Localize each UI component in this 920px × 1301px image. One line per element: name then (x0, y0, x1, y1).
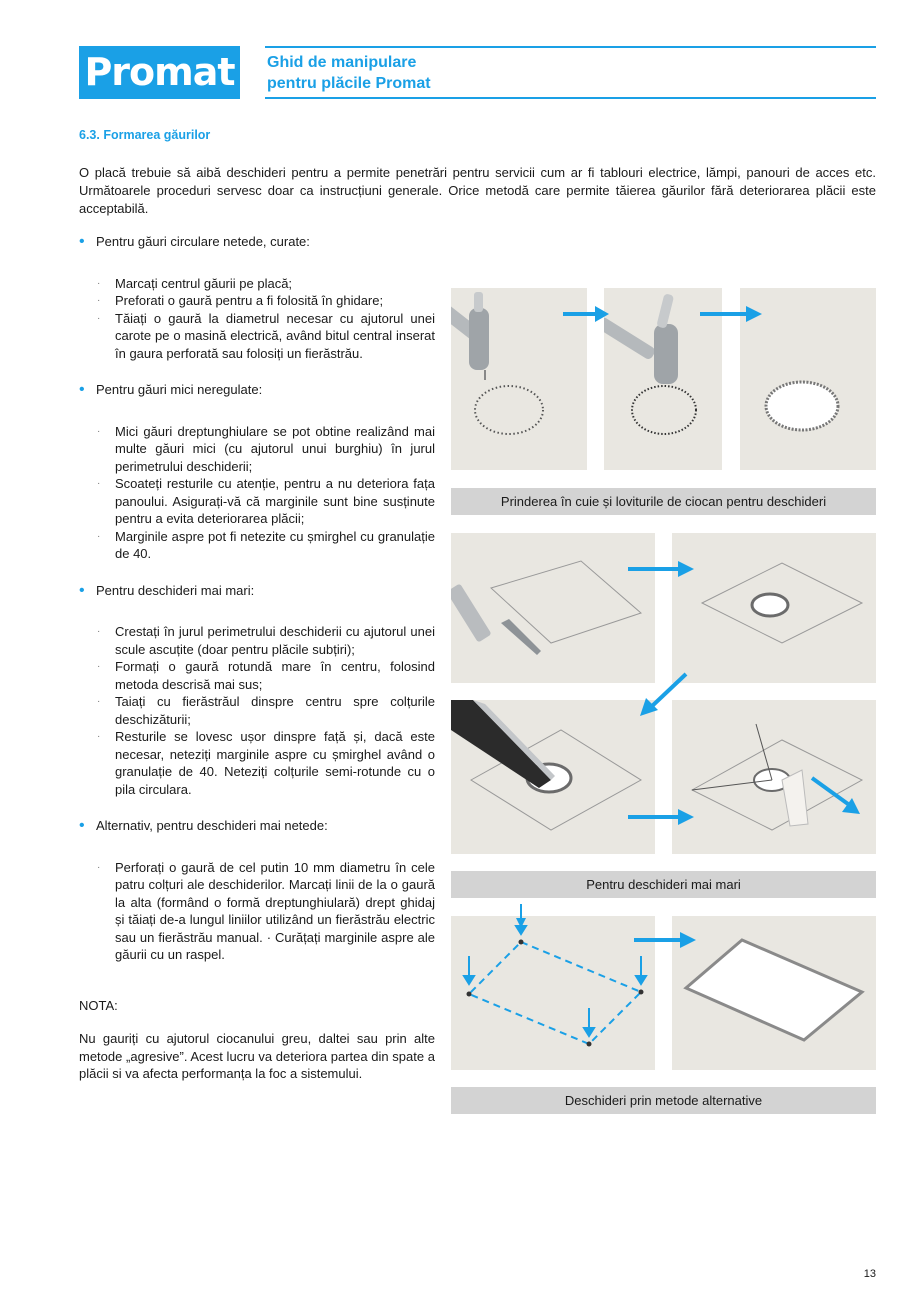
bullet-circular (79, 233, 435, 251)
nota-label: NOTA: (79, 997, 118, 1013)
list-item: · Marcați centrul găurii pe placă; (97, 275, 293, 291)
bullet-title: Pentru găuri mici neregulate: (96, 382, 263, 397)
sub-dot-icon: · (97, 277, 101, 289)
arrow-right-icon (628, 559, 696, 579)
list-item: · Taiați cu fierăstrăul dinspre centru spre colțurile deschizăturii; (97, 694, 435, 727)
bullet-title: Pentru găuri circulare netede, curate: (96, 234, 310, 249)
arrow-down-left-icon (636, 670, 690, 720)
list-item: · Mici găuri dreptunghiulare se pot obtine realizând mai multe găuri mici (cu ajutorul unui burghiu) în jurul perimetrului deschiderii; (97, 423, 435, 474)
bullet-dot-icon: • (79, 817, 85, 834)
arrow-right-icon (634, 930, 698, 950)
arrow-right-icon (563, 304, 611, 324)
list-item: · Tăiați o gaură la diametrul necesar cu ajutorul unei carote pe o masină electrică, având bitul central inserat în gaura perforată sau folosiți un fierăstrău. (97, 310, 435, 361)
bullet-title: Alternativ, pentru deschideri mai netede: (96, 818, 328, 833)
steps-large (79, 623, 435, 798)
sub-dot-icon: · (97, 861, 101, 873)
steps-small-irregular (79, 423, 435, 563)
list-item: · Resturile se lovesc ușor dinspre față și, dacă este necesar, neteziți marginile aspre cu șmirghel având o granulație de 40. Neteziți colțurile semi-rotunde cu o pila circulara. (97, 729, 435, 797)
sub-dot-icon: · (97, 626, 101, 637)
sub-dot-icon: · (97, 530, 101, 542)
sub-dot-icon: · (97, 696, 101, 707)
round-hole-icon (672, 533, 876, 683)
header-rule-bottom (265, 97, 876, 99)
figure-rectangular-opening (672, 916, 876, 1070)
utility-knife-icon (451, 533, 655, 683)
instructions-column (79, 233, 435, 1083)
figure-caption-3: Deschideri prin metode alternative (451, 1087, 876, 1114)
bullet-alternative (79, 817, 435, 835)
figure-center-hole (672, 533, 876, 683)
arrow-right-icon (700, 304, 764, 324)
figure-drill-corners (451, 916, 655, 1070)
document-title (267, 52, 431, 94)
bullet-dot-icon: • (79, 233, 85, 250)
sub-dot-icon: · (97, 312, 101, 324)
bullet-small-irregular (79, 381, 435, 399)
header-rule-top (265, 46, 876, 48)
arrow-down-right-icon (810, 774, 864, 818)
figure-score-perimeter (451, 533, 655, 683)
steps-alternative (79, 859, 435, 964)
arrow-right-icon (628, 807, 696, 827)
list-item: · Marginile aspre pot fi netezite cu șmirghel cu granulație de 40. (97, 528, 435, 561)
figure-saw-to-corners (451, 700, 655, 854)
page-number: 13 (863, 1268, 876, 1280)
promat-logo: Promat (79, 46, 240, 99)
list-item: · Scoateți resturile cu atenție, pentru a nu deteriora fața panoului. Asigurați-vă că marginile sunt bine susținute pentru a evita deteriorarea plăcii; (97, 476, 435, 526)
bullet-title: Pentru deschideri mai mari: (96, 582, 255, 598)
sub-dot-icon: · (97, 295, 101, 306)
bullet-large (79, 582, 435, 600)
list-item: · Crestați în jurul perimetrului deschiderii cu ajutorul unei scule ascuțite (doar pentru plăcile subțiri); (97, 624, 435, 657)
sub-dot-icon: · (97, 478, 101, 489)
steps-circular (79, 275, 435, 363)
rectangular-hole-icon (672, 916, 876, 1070)
nota-text: Nu gauriți cu ajutorul ciocanului greu, daltei sau prin alte metode „agresive”. Acest lucru va deteriora partea din spate a plăcii si va afecta performanța la foc a sistemului. (79, 1031, 435, 1081)
list-item: · Preforati o gaură pentru a fi folosită în ghidare; (97, 293, 384, 308)
intro-paragraph: O placă trebuie să aibă deschideri pentru a permite penetrări pentru servicii cum ar fi tablouri electrice, lămpi, panouri de acces etc. Următoarele proceduri servesc doar ca instrucțiuni generale. Orice metodă care permite tăierea găurilor fără deteriorarea plăcii este acceptabilă. (79, 165, 876, 216)
sub-dot-icon: · (97, 425, 101, 437)
list-item: · Perforați o gaură de cel putin 10 mm diametru în cele patru colțuri ale deschiderilor. Marcați linii de la o gaură la alta (formând o formă dreptunghiulară) drept ghidaj și tăiați de-a lungul liniilor utilizând un fierăstrău electric sau un fierăstrău manual. · Curățați marginile aspre ale găurii cu un raspel. (97, 859, 435, 962)
bullet-dot-icon: • (79, 581, 85, 599)
document-title-line2: pentru plăcile Promat (267, 75, 431, 92)
list-item: · Formați o gaură rotundă mare în centru, folosind metoda descrisă mai sus; (97, 659, 435, 692)
arrow-down-icon (514, 904, 528, 930)
document-title-line1: Ghid de manipulare (267, 54, 417, 71)
dashed-rectangle-icon (451, 916, 655, 1070)
section-heading: 6.3. Formarea găurilor (79, 128, 211, 142)
bullet-dot-icon: • (79, 381, 85, 398)
figure-caption-2: Pentru deschideri mai mari (451, 871, 876, 898)
sub-dot-icon: · (97, 661, 101, 672)
sub-dot-icon: · (97, 731, 101, 742)
saw-icon (451, 700, 655, 854)
figure-caption-1: Prinderea în cuie și loviturile de ciocan pentru deschideri (451, 488, 876, 515)
